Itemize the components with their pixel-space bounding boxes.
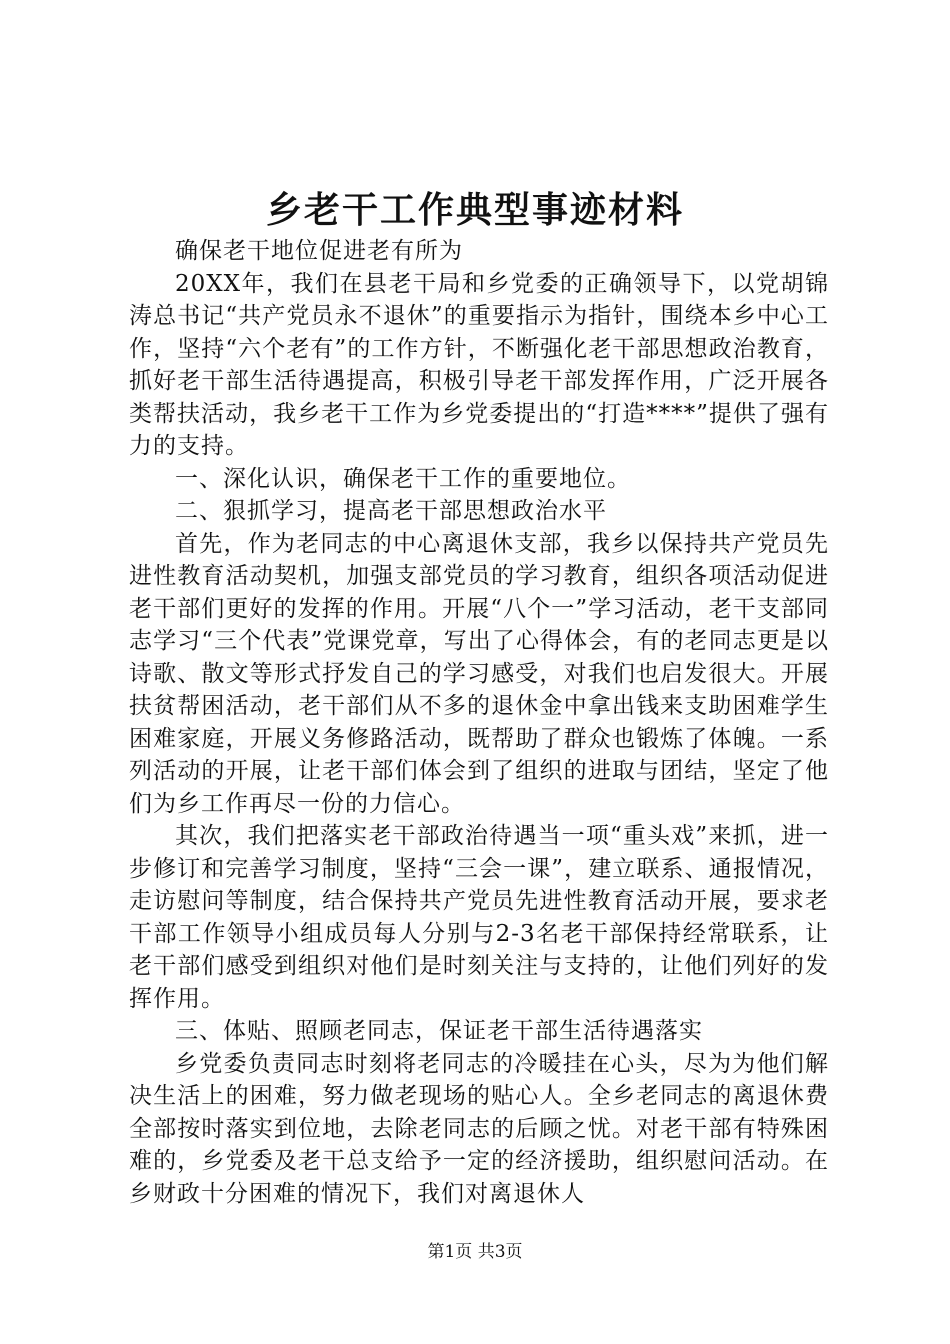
body-paragraph: 首先，作为老同志的中心离退休支部，我乡以保持共产党员先进性教育活动契机，加强支部党员的学习教育，组织各项活动促进老干部们更好的发挥的作用。开展“八个一”学习活动，老干支部同志学习“三个代表”党课党章，写出了心得体会，有的老同志更是以诗歌、散文等形式抒发自己的学习感受，对我们也启发很大。开展扶贫帮困活动，老干部们从不多的退休金中拿出钱来支助困难学生困难家庭，开展义务修路活动，既帮助了群众也锻炼了体魄。一系列活动的开展，让老干部们体会到了组织的进取与团结，坚定了他们为乡工作再尽一份的力信心。	[129, 530, 829, 817]
body-paragraph: 乡党委负责同志时刻将老同志的冷暖挂在心头，尽为为他们解决生活上的困难，努力做老现场的贴心人。全乡老同志的离退休费全部按时落实到位地，去除老同志的后顾之忧。对老干部有特殊困难的，乡党委及老干总支给予一定的经济援助，组织慰问活动。在乡财政十分困难的情况下，我们对离退休人	[129, 1050, 829, 1207]
section-heading-3: 三、体贴、照顾老同志，保证老干部生活待遇落实	[175, 1018, 703, 1044]
page-number-footer: 第1页 共3页	[427, 1242, 523, 1262]
subtitle-paragraph: 确保老干地位促进老有所为	[175, 238, 463, 264]
document-title: 乡老干工作典型事迹材料	[265, 189, 684, 231]
section-heading-1: 一、深化认识，确保老干工作的重要地位。	[175, 465, 631, 492]
document-body	[129, 235, 829, 1210]
section-heading-2: 二、狠抓学习，提高老干部思想政治水平	[175, 498, 607, 524]
intro-paragraph: 20XX年，我们在县老干局和乡党委的正确领导下，以党胡锦涛总书记“共产党员永不退休”的重要指示为指针，围绕本乡中心工作，坚持“六个老有”的工作方针，不断强化老干部思想政治教育，抓好老干部生活待遇提高，积极引导老干部发挥作用，广泛开展各类帮扶活动，我乡老干工作为乡党委提出的“打造****”提供了强有力的支持。	[129, 270, 829, 459]
body-paragraph: 其次，我们把落实老干部政治待遇当一项“重头戏”来抓，进一步修订和完善学习制度，坚持“三会一课”，建立联系、通报情况，走访慰问等制度，结合保持共产党员先进性教育活动开展，要求老干部工作领导小组成员每人分别与2-3名老干部保持经常联系，让老干部们感受到组织对他们是时刻关注与支持的，让他们列好的发挥作用。	[129, 823, 829, 1012]
